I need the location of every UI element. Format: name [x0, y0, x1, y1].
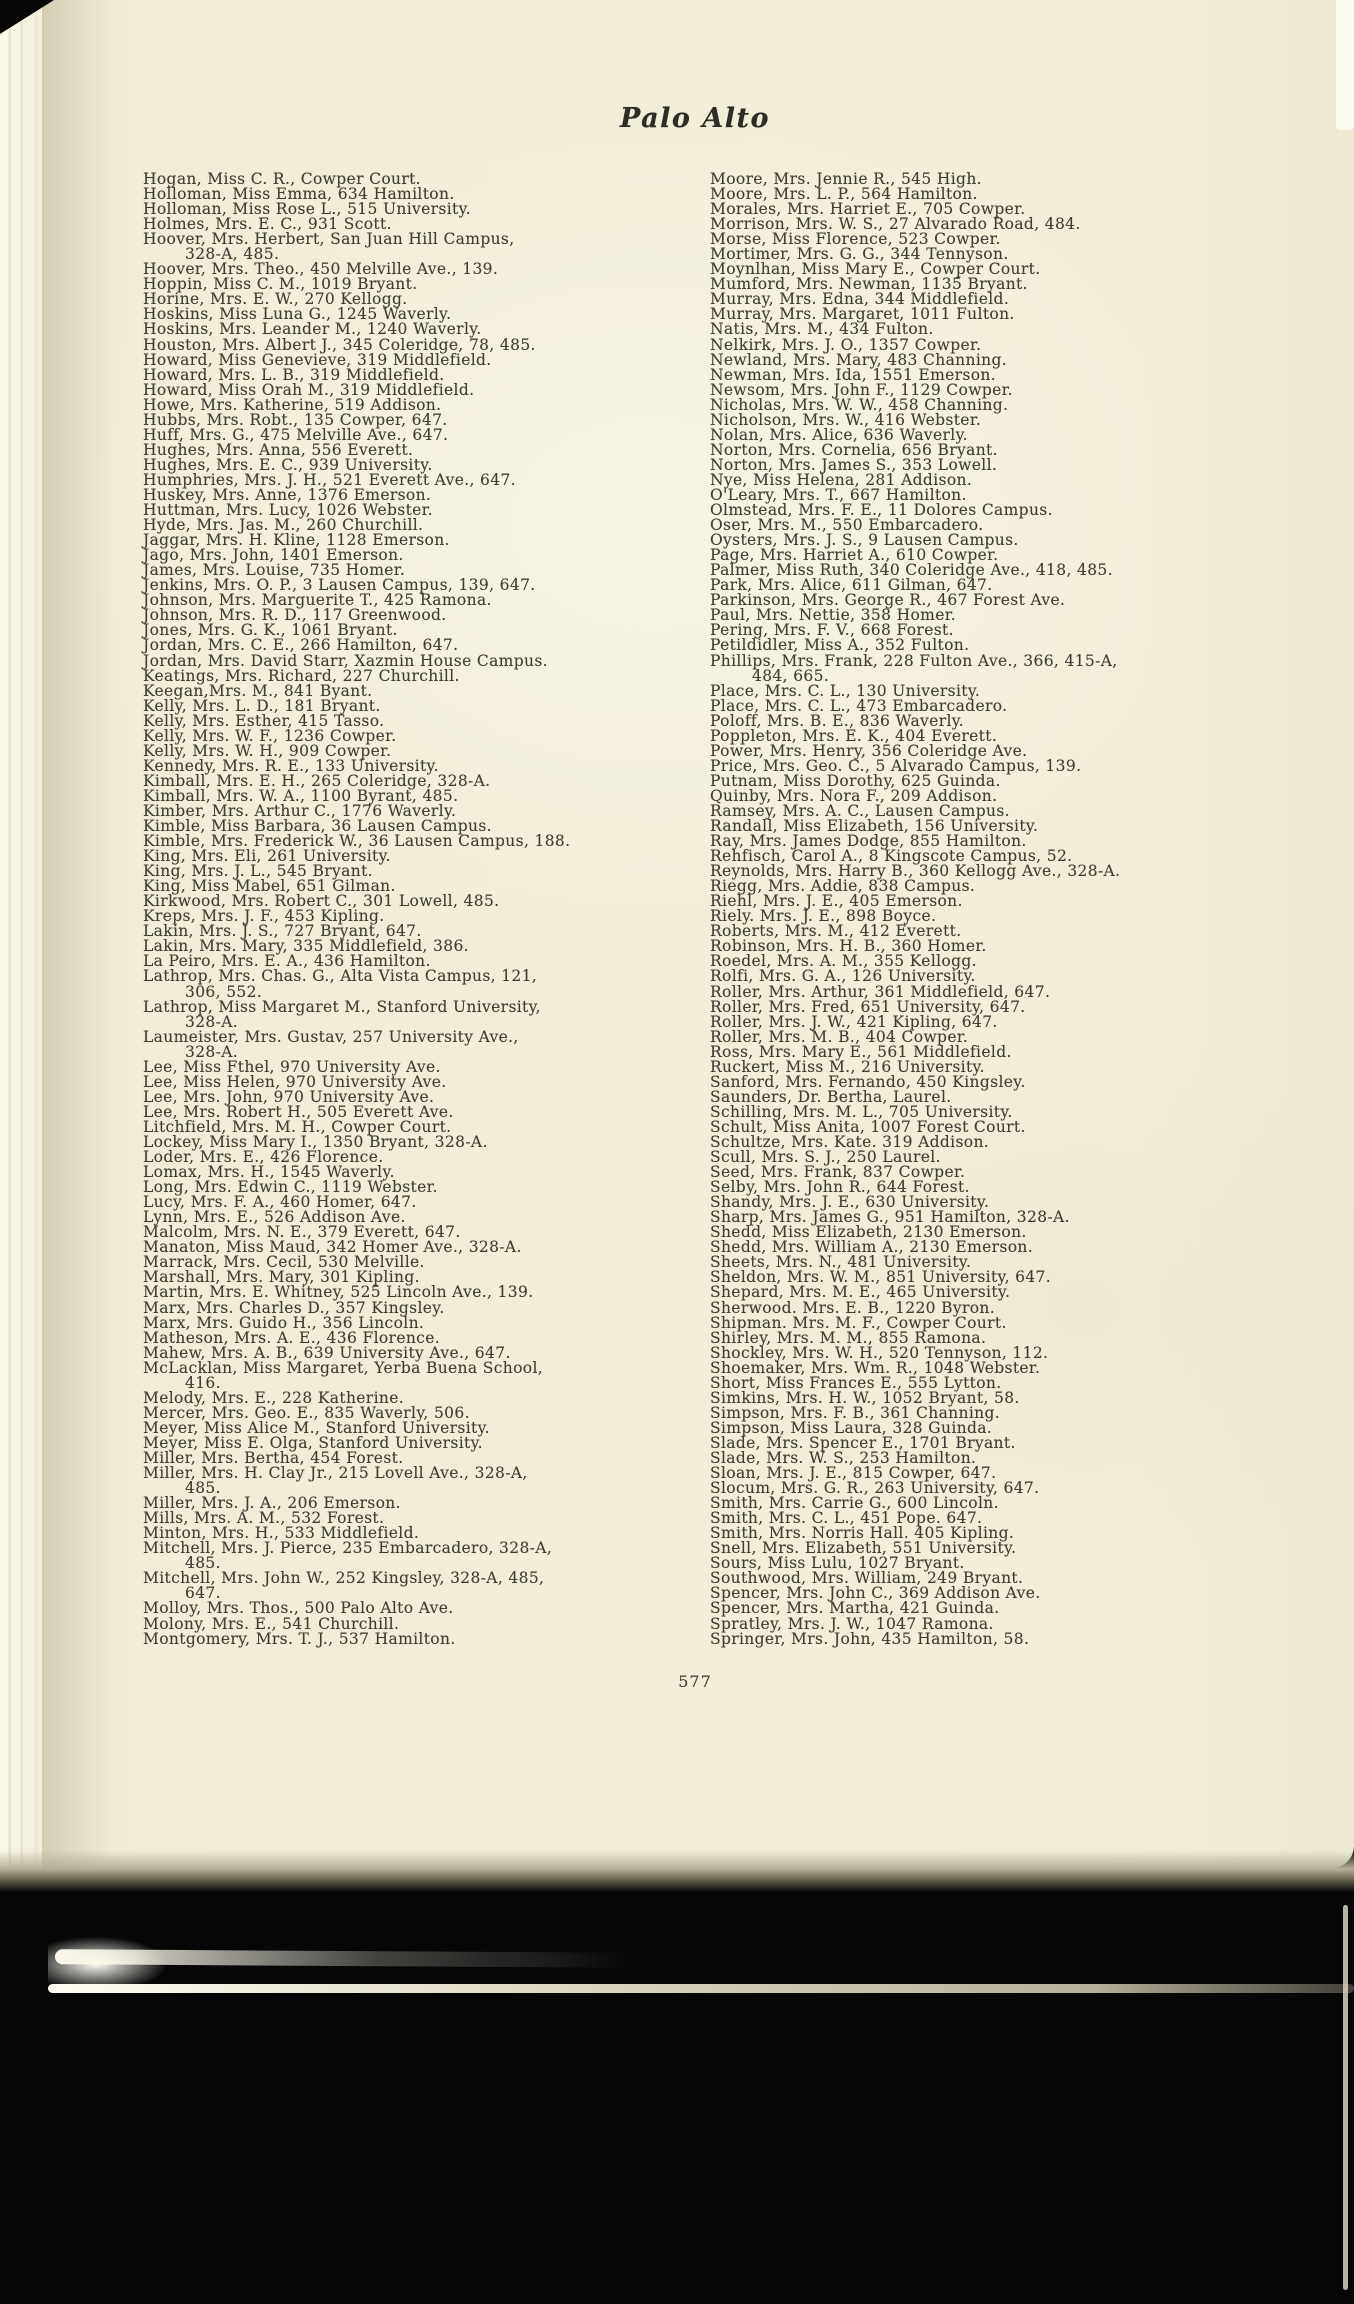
directory-entry: Kelly, Mrs. W. H., 909 Cowper.: [143, 741, 392, 760]
directory-entry: Hubbs, Mrs. Robt., 135 Cowper, 647.: [143, 410, 448, 429]
directory-entry: Sharp, Mrs. James G., 951 Hamilton, 328-A.: [710, 1208, 1070, 1227]
directory-entry: Ruckert, Miss M., 216 University.: [710, 1057, 985, 1076]
directory-entry: Parkinson, Mrs. George R., 467 Forest Ave.: [710, 591, 1066, 610]
directory-entry: Jenkins, Mrs. O. P., 3 Lausen Campus, 139, 647.: [143, 576, 536, 595]
directory-entry: Riehl, Mrs. J. E., 405 Emerson.: [710, 892, 963, 911]
directory-entry: Marshall, Mrs. Mary, 301 Kipling.: [143, 1268, 420, 1287]
directory-entry: Huttman, Mrs. Lucy, 1026 Webster.: [143, 501, 434, 520]
directory-entry: Howard, Mrs. L. B., 319 Middlefield.: [143, 365, 445, 384]
directory-entry: Jago, Mrs. John, 1401 Emerson.: [143, 546, 404, 565]
directory-entry: Molony, Mrs. E., 541 Churchill.: [143, 1614, 400, 1633]
directory-entry: Newman, Mrs. Ida, 1551 Emerson.: [710, 365, 997, 384]
directory-entry: Malcolm, Mrs. N. E., 379 Everett, 647.: [143, 1223, 461, 1242]
directory-entry: Mitchell, Mrs. John W., 252 Kingsley, 328-A, 485,: [143, 1569, 545, 1588]
directory-entry: Long, Mrs. Edwin C., 1119 Webster.: [143, 1178, 438, 1197]
directory-entry: Slade, Mrs. W. S., 253 Hamilton.: [710, 1448, 977, 1467]
directory-entry: Miller, Mrs. H. Clay Jr., 215 Lovell Ave., 328-A,: [143, 1464, 528, 1483]
page-edge-sliver: [1336, 0, 1354, 130]
directory-entry: Sours, Miss Lulu, 1027 Bryant.: [710, 1554, 965, 1573]
directory-entry: Selby, Mrs. John R., 644 Forest.: [710, 1178, 970, 1197]
directory-entry: Johnson, Mrs. R. D., 117 Greenwood.: [143, 606, 447, 625]
directory-entry-continuation: 485.: [185, 1554, 221, 1573]
directory-entry: Marx, Mrs. Guido H., 356 Lincoln.: [143, 1313, 425, 1332]
directory-entry: Sheets, Mrs. N., 481 University.: [710, 1253, 972, 1272]
directory-entry: La Peiro, Mrs. E. A., 436 Hamilton.: [143, 952, 431, 971]
directory-entry: Loder, Mrs. E., 426 Florence.: [143, 1148, 384, 1167]
directory-entry: Oser, Mrs. M., 550 Embarcadero.: [710, 516, 984, 535]
directory-entry: Sanford, Mrs. Fernando, 450 Kingsley.: [710, 1072, 1026, 1091]
directory-entry: Schult, Miss Anita, 1007 Forest Court.: [710, 1117, 1026, 1136]
directory-entry: Humphries, Mrs. J. H., 521 Everett Ave., 647.: [143, 470, 516, 489]
directory-entry: Montgomery, Mrs. T. J., 537 Hamilton.: [143, 1629, 456, 1648]
directory-entry: Litchfield, Mrs. M. H., Cowper Court.: [143, 1117, 452, 1136]
directory-entry: Howard, Miss Genevieve, 319 Middlefield.: [143, 350, 492, 369]
directory-entry: Lee, Miss Helen, 970 University Ave.: [143, 1072, 447, 1091]
directory-entry: King, Mrs. J. L., 545 Bryant.: [143, 862, 373, 881]
directory-entry: Nicholson, Mrs. W., 416 Webster.: [710, 410, 982, 429]
directory-entry: Murray, Mrs. Margaret, 1011 Fulton.: [710, 305, 1015, 324]
directory-entry: Simpson, Miss Laura, 328 Guinda.: [710, 1418, 993, 1437]
directory-entry: Morrison, Mrs. W. S., 27 Alvarado Road, 484.: [710, 215, 1081, 234]
directory-entry: Howard, Miss Orah M., 319 Middlefield.: [143, 380, 475, 399]
directory-entry: Shedd, Miss Elizabeth, 2130 Emerson.: [710, 1223, 1027, 1242]
directory-entry: Jordan, Mrs. David Starr, Xazmin House Campus.: [143, 651, 548, 670]
directory-entry: Palmer, Miss Ruth, 340 Coleridge Ave., 418, 485.: [710, 561, 1113, 580]
directory-entry: Meyer, Miss E. Olga, Stanford University.: [143, 1433, 483, 1452]
directory-entry: Lomax, Mrs. H., 1545 Waverly.: [143, 1163, 395, 1182]
directory-entry: Keatings, Mrs. Richard, 227 Churchill.: [143, 666, 460, 685]
directory-entry: Morse, Miss Florence, 523 Cowper.: [710, 230, 1001, 249]
directory-entry: Sherwood. Mrs. E. B., 1220 Byron.: [710, 1298, 996, 1317]
directory-entry: Petildidler, Miss A., 352 Fulton.: [710, 636, 970, 655]
directory-entry: Kimball, Mrs. E. H., 265 Coleridge, 328-A.: [143, 771, 491, 790]
directory-entry: Murray, Mrs. Edna, 344 Middlefield.: [710, 290, 1010, 309]
directory-entry: Mahew, Mrs. A. B., 639 University Ave., 647.: [143, 1343, 511, 1362]
directory-entry: Lee, Mrs. Robert H., 505 Everett Ave.: [143, 1102, 454, 1121]
directory-entry: Smith, Mrs. Carrie G., 600 Lincoln.: [710, 1494, 999, 1513]
directory-entry: Roller, Mrs. Arthur, 361 Middlefield, 647.: [710, 982, 1051, 1001]
book-page-edges: [0, 0, 42, 1868]
directory-entry: Miller, Mrs. Bertha, 454 Forest.: [143, 1448, 404, 1467]
gutter-shadow: [42, 0, 114, 1868]
directory-entry: Rolfi, Mrs. G. A., 126 University.: [710, 967, 976, 986]
directory-entry: Kreps, Mrs. J. F., 453 Kipling.: [143, 907, 385, 926]
directory-entry: Hogan, Miss C. R., Cowper Court.: [143, 170, 421, 188]
directory-entry: Kennedy, Mrs. R. E., 133 University.: [143, 756, 439, 775]
directory-entry: Short, Miss Frances E., 555 Lytton.: [710, 1373, 1002, 1392]
directory-entry: Jones, Mrs. G. K., 1061 Bryant.: [143, 621, 398, 640]
page-title: Palo Alto: [620, 103, 770, 134]
directory-column-right: [710, 172, 1310, 1647]
directory-entry: Simkins, Mrs. H. W., 1052 Bryant, 58.: [710, 1388, 1020, 1407]
directory-entry: Spencer, Mrs. John C., 369 Addison Ave.: [710, 1584, 1041, 1603]
directory-entry: Kimble, Miss Barbara, 36 Lausen Campus.: [143, 817, 492, 836]
directory-entry: Nye, Miss Helena, 281 Addison.: [710, 470, 973, 489]
directory-entry: Place, Mrs. C. L., 130 University.: [710, 681, 981, 700]
directory-entry: Mumford, Mrs. Newman, 1135 Bryant.: [710, 275, 1028, 294]
directory-entry: Hoover, Mrs. Theo., 450 Melville Ave., 139.: [143, 260, 499, 279]
directory-entry: Rehfisch, Carol A., 8 Kingscote Campus, 52.: [710, 847, 1073, 866]
directory-entry: Snell, Mrs. Elizabeth, 551 University.: [710, 1539, 1017, 1558]
directory-entry: King, Mrs. Eli, 261 University.: [143, 847, 391, 866]
directory-entry: Kelly, Mrs. L. D., 181 Bryant.: [143, 696, 381, 715]
directory-entry: Miller, Mrs. J. A., 206 Emerson.: [143, 1494, 401, 1513]
directory-entry: Shockley, Mrs. W. H., 520 Tennyson, 112.: [710, 1343, 1049, 1362]
directory-entry: Meyer, Miss Alice M., Stanford University.: [143, 1418, 490, 1437]
directory-entry: Robinson, Mrs. H. B., 360 Homer.: [710, 937, 987, 956]
directory-entry: Pering, Mrs. F. V., 668 Forest.: [710, 621, 954, 640]
directory-entry: Slocum, Mrs. G. R., 263 University, 647.: [710, 1479, 1040, 1498]
directory-entry-continuation: 328-A.: [185, 1012, 239, 1031]
directory-entry: Shedd, Mrs. William A., 2130 Emerson.: [710, 1238, 1034, 1257]
directory-entry: Mills, Mrs. A. M., 532 Forest.: [143, 1509, 385, 1528]
directory-entry: Putnam, Miss Dorothy, 625 Guinda.: [710, 771, 1001, 790]
directory-entry: Poloff, Mrs. B. E., 836 Waverly.: [710, 711, 965, 730]
directory-column-left: [143, 172, 703, 1647]
directory-entry: Schultze, Mrs. Kate. 319 Addison.: [710, 1133, 990, 1151]
directory-entry: Randall, Miss Elizabeth, 156 University.: [710, 817, 1039, 836]
directory-entry-continuation: 416.: [185, 1373, 221, 1392]
page-bottom-edge: [0, 1850, 1354, 1892]
directory-entry: Shandy, Mrs. J. E., 630 University.: [710, 1193, 990, 1212]
directory-entry: Place, Mrs. C. L., 473 Embarcadero.: [710, 696, 1008, 715]
scan-streak-artifact: [48, 1984, 1354, 1993]
directory-entry-continuation: 647.: [185, 1584, 221, 1603]
directory-entry: Natis, Mrs. M., 434 Fulton.: [710, 320, 934, 339]
directory-entry: Mortimer, Mrs. G. G., 344 Tennyson.: [710, 245, 1009, 264]
directory-entry: Smith, Mrs. Norris Hall. 405 Kipling.: [710, 1524, 1015, 1543]
directory-entry-continuation: 485.: [185, 1479, 221, 1498]
directory-entry: Mercer, Mrs. Geo. E., 835 Waverly, 506.: [143, 1403, 470, 1422]
directory-entry: Horine, Mrs. E. W., 270 Kellogg.: [143, 290, 408, 309]
directory-entry: Smith, Mrs. C. L., 451 Pope. 647.: [710, 1509, 983, 1528]
directory-entry: Minton, Mrs. H., 533 Middlefield.: [143, 1524, 420, 1543]
directory-entry: Matheson, Mrs. A. E., 436 Florence.: [143, 1328, 441, 1347]
directory-entry: Seed, Mrs. Frank, 837 Cowper.: [710, 1163, 966, 1182]
directory-entry: Mitchell, Mrs. J. Pierce, 235 Embarcadero, 328-A,: [143, 1539, 553, 1558]
directory-entry: Nicholas, Mrs. W. W., 458 Channing.: [710, 395, 1009, 414]
directory-entry: Lee, Mrs. John, 970 University Ave.: [143, 1087, 435, 1106]
directory-entry: Hyde, Mrs. Jas. M., 260 Churchill.: [143, 516, 424, 535]
directory-entry: Oysters, Mrs. J. S., 9 Lausen Campus.: [710, 531, 1019, 550]
directory-entry: Kimble, Mrs. Frederick W., 36 Lausen Campus, 188.: [143, 832, 571, 851]
directory-entry: Moore, Mrs. L. P., 564 Hamilton.: [710, 185, 978, 204]
directory-entry: Huskey, Mrs. Anne, 1376 Emerson.: [143, 485, 432, 504]
directory-entry: James, Mrs. Louise, 735 Homer.: [143, 561, 406, 580]
directory-entry: Martin, Mrs. E. Whitney, 525 Lincoln Ave., 139.: [143, 1283, 534, 1302]
directory-entry: Spencer, Mrs. Martha, 421 Guinda.: [710, 1599, 1000, 1618]
directory-entry: Manaton, Miss Maud, 342 Homer Ave., 328-A.: [143, 1238, 522, 1257]
directory-entry: Kimball, Mrs. W. A., 1100 Byrant, 485.: [143, 786, 459, 805]
directory-entry: Roller, Mrs. Fred, 651 University, 647.: [710, 997, 1026, 1016]
directory-entry: Lakin, Mrs. Mary, 335 Middlefield, 386.: [143, 937, 469, 956]
directory-entry: Shoemaker, Mrs. Wm. R., 1048 Webster.: [710, 1358, 1041, 1377]
directory-entry: Marrack, Mrs. Cecil, 530 Melville.: [143, 1253, 425, 1272]
directory-entry: Moynlhan, Miss Mary E., Cowper Court.: [710, 260, 1041, 279]
directory-entry: Kelly, Mrs. W. F., 1236 Cowper.: [143, 726, 397, 745]
directory-entry: Lee, Miss Fthel, 970 University Ave.: [143, 1057, 441, 1076]
directory-entry: Norton, Mrs. Cornelia, 656 Bryant.: [710, 440, 998, 459]
directory-entry: Scull, Mrs. S. J., 250 Laurel.: [710, 1148, 941, 1167]
directory-entry: Holloman, Miss Emma, 634 Hamilton.: [143, 185, 455, 204]
directory-entry: Laumeister, Mrs. Gustav, 257 University Ave.,: [143, 1027, 519, 1046]
directory-entry: Morales, Mrs. Harriet E., 705 Cowper.: [710, 200, 1026, 219]
directory-entry: Phillips, Mrs. Frank, 228 Fulton Ave., 366, 415-A,: [710, 651, 1118, 670]
directory-entry: Quinby, Mrs. Nora F., 209 Addison.: [710, 786, 998, 805]
directory-entry: Moore, Mrs. Jennie R., 545 High.: [710, 170, 982, 188]
page-number: 577: [678, 1672, 712, 1691]
directory-entry: Sloan, Mrs. J. E., 815 Cowper, 647.: [710, 1464, 997, 1483]
directory-entry: Houston, Mrs. Albert J., 345 Coleridge, 78, 485.: [143, 335, 536, 354]
directory-entry: Hoskins, Mrs. Leander M., 1240 Waverly.: [143, 320, 482, 339]
directory-entry: Norton, Mrs. James S., 353 Lowell.: [710, 455, 998, 474]
directory-entry: Holmes, Mrs. E. C., 931 Scott.: [143, 215, 392, 234]
directory-entry: Jordan, Mrs. C. E., 266 Hamilton, 647.: [143, 636, 459, 655]
directory-entry: Molloy, Mrs. Thos., 500 Palo Alto Ave.: [143, 1599, 454, 1618]
directory-entry: Kirkwood, Mrs. Robert C., 301 Lowell, 485.: [143, 892, 500, 911]
directory-entry: Nelkirk, Mrs. J. O., 1357 Cowper.: [710, 335, 982, 354]
directory-entry: Lucy, Mrs. F. A., 460 Homer, 647.: [143, 1193, 417, 1212]
directory-entry: Lynn, Mrs. E., 526 Addison Ave.: [143, 1208, 406, 1227]
directory-entry: Newland, Mrs. Mary, 483 Channing.: [710, 350, 1008, 369]
directory-entry-continuation: 484, 665.: [752, 666, 830, 685]
directory-entry: Poppleton, Mrs. E. K., 404 Everett.: [710, 726, 998, 745]
directory-entry: Shipman. Mrs. M. F., Cowper Court.: [710, 1313, 1007, 1332]
directory-entry: Lockey, Miss Mary I., 1350 Bryant, 328-A.: [143, 1133, 488, 1151]
directory-entry: Reynolds, Mrs. Harry B., 360 Kellogg Ave., 328-A.: [710, 862, 1121, 881]
scan-edge-artifact: [1343, 1905, 1348, 2290]
directory-entry: Howe, Mrs. Katherine, 519 Addison.: [143, 395, 442, 414]
directory-entry-continuation: 328-A.: [185, 1042, 239, 1061]
directory-entry: Lathrop, Miss Margaret M., Stanford University,: [143, 997, 541, 1016]
directory-entry: Olmstead, Mrs. F. E., 11 Dolores Campus.: [710, 501, 1053, 520]
directory-entry: Kelly, Mrs. Esther, 415 Tasso.: [143, 711, 385, 730]
directory-entry: Nolan, Mrs. Alice, 636 Waverly.: [710, 425, 968, 444]
directory-entry: Kimber, Mrs. Arthur C., 1776 Waverly.: [143, 801, 457, 820]
directory-entry: Jaggar, Mrs. H. Kline, 1128 Emerson.: [143, 531, 450, 550]
directory-entry: Ramsey, Mrs. A. C., Lausen Campus.: [710, 801, 1010, 820]
directory-entry: Shepard, Mrs. M. E., 465 University.: [710, 1283, 1011, 1302]
directory-entry: Hoover, Mrs. Herbert, San Juan Hill Campus,: [143, 230, 515, 249]
directory-entry: Hughes, Mrs. Anna, 556 Everett.: [143, 440, 414, 459]
directory-entry: Hoppin, Miss C. M., 1019 Bryant.: [143, 275, 418, 294]
directory-entry: Huff, Mrs. G., 475 Melville Ave., 647.: [143, 425, 449, 444]
directory-entry: Ray, Mrs. James Dodge, 855 Hamilton.: [710, 832, 1027, 851]
directory-entry: Lakin, Mrs. J. S., 727 Bryant, 647.: [143, 922, 422, 941]
directory-entry: Roller, Mrs. M. B., 404 Cowper.: [710, 1027, 969, 1046]
directory-entry: King, Miss Mabel, 651 Gilman.: [143, 877, 396, 896]
directory-entry: Keegan,Mrs. M., 841 Byant.: [143, 681, 373, 700]
directory-entry: Melody, Mrs. E., 228 Katherine.: [143, 1388, 405, 1407]
directory-entry-continuation: 306, 552.: [185, 982, 263, 1001]
directory-entry: McLacklan, Miss Margaret, Yerba Buena School,: [143, 1358, 544, 1377]
directory-entry: Park, Mrs. Alice, 611 Gilman, 647.: [710, 576, 993, 595]
directory-entry: O'Leary, Mrs. T., 667 Hamilton.: [710, 485, 967, 504]
directory-entry: Page, Mrs. Harriet A., 610 Cowper.: [710, 546, 999, 565]
directory-entry-continuation: 328-A, 485.: [185, 245, 280, 264]
directory-entry: Roedel, Mrs. A. M., 355 Kellogg.: [710, 952, 977, 971]
directory-entry: Riegg, Mrs. Addie, 838 Campus.: [710, 877, 976, 896]
directory-entry: Springer, Mrs. John, 435 Hamilton, 58.: [710, 1629, 1030, 1648]
directory-entry: Marx, Mrs. Charles D., 357 Kingsley.: [143, 1298, 445, 1317]
directory-entry: Lathrop, Mrs. Chas. G., Alta Vista Campus, 121,: [143, 967, 538, 986]
directory-entry: Shirley, Mrs. M. M., 855 Ramona.: [710, 1328, 987, 1347]
directory-entry: Simpson, Mrs. F. B., 361 Channing.: [710, 1403, 1001, 1422]
directory-entry: Riely. Mrs. J. E., 898 Boyce.: [710, 907, 937, 926]
directory-entry: Roberts, Mrs. M., 412 Everett.: [710, 922, 962, 941]
directory-entry: Price, Mrs. Geo. C., 5 Alvarado Campus, 139.: [710, 756, 1082, 775]
directory-entry: Roller, Mrs. J. W., 421 Kipling, 647.: [710, 1012, 998, 1031]
directory-entry: Schilling, Mrs. M. L., 705 University.: [710, 1102, 1013, 1121]
directory-entry: Power, Mrs. Henry, 356 Coleridge Ave.: [710, 741, 1028, 760]
directory-entry: Paul, Mrs. Nettie, 358 Homer.: [710, 606, 957, 625]
directory-entry: Holloman, Miss Rose L., 515 University.: [143, 200, 471, 219]
directory-entry: Hoskins, Miss Luna G., 1245 Waverly.: [143, 305, 452, 324]
directory-entry: Saunders, Dr. Bertha, Laurel.: [710, 1087, 952, 1106]
directory-entry: Slade, Mrs. Spencer E., 1701 Bryant.: [710, 1433, 1016, 1452]
directory-entry: Newsom, Mrs. John F., 1129 Cowper.: [710, 380, 1013, 399]
directory-entry: Southwood, Mrs. William, 249 Bryant.: [710, 1569, 1024, 1588]
directory-entry: Hughes, Mrs. E. C., 939 University.: [143, 455, 433, 474]
directory-entry: Sheldon, Mrs. W. M., 851 University, 647.: [710, 1268, 1052, 1287]
directory-entry: Spratley, Mrs. J. W., 1047 Ramona.: [710, 1614, 994, 1633]
directory-entry: Johnson, Mrs. Marguerite T., 425 Ramona.: [143, 591, 492, 610]
directory-entry: Ross, Mrs. Mary E., 561 Middlefield.: [710, 1042, 1012, 1061]
